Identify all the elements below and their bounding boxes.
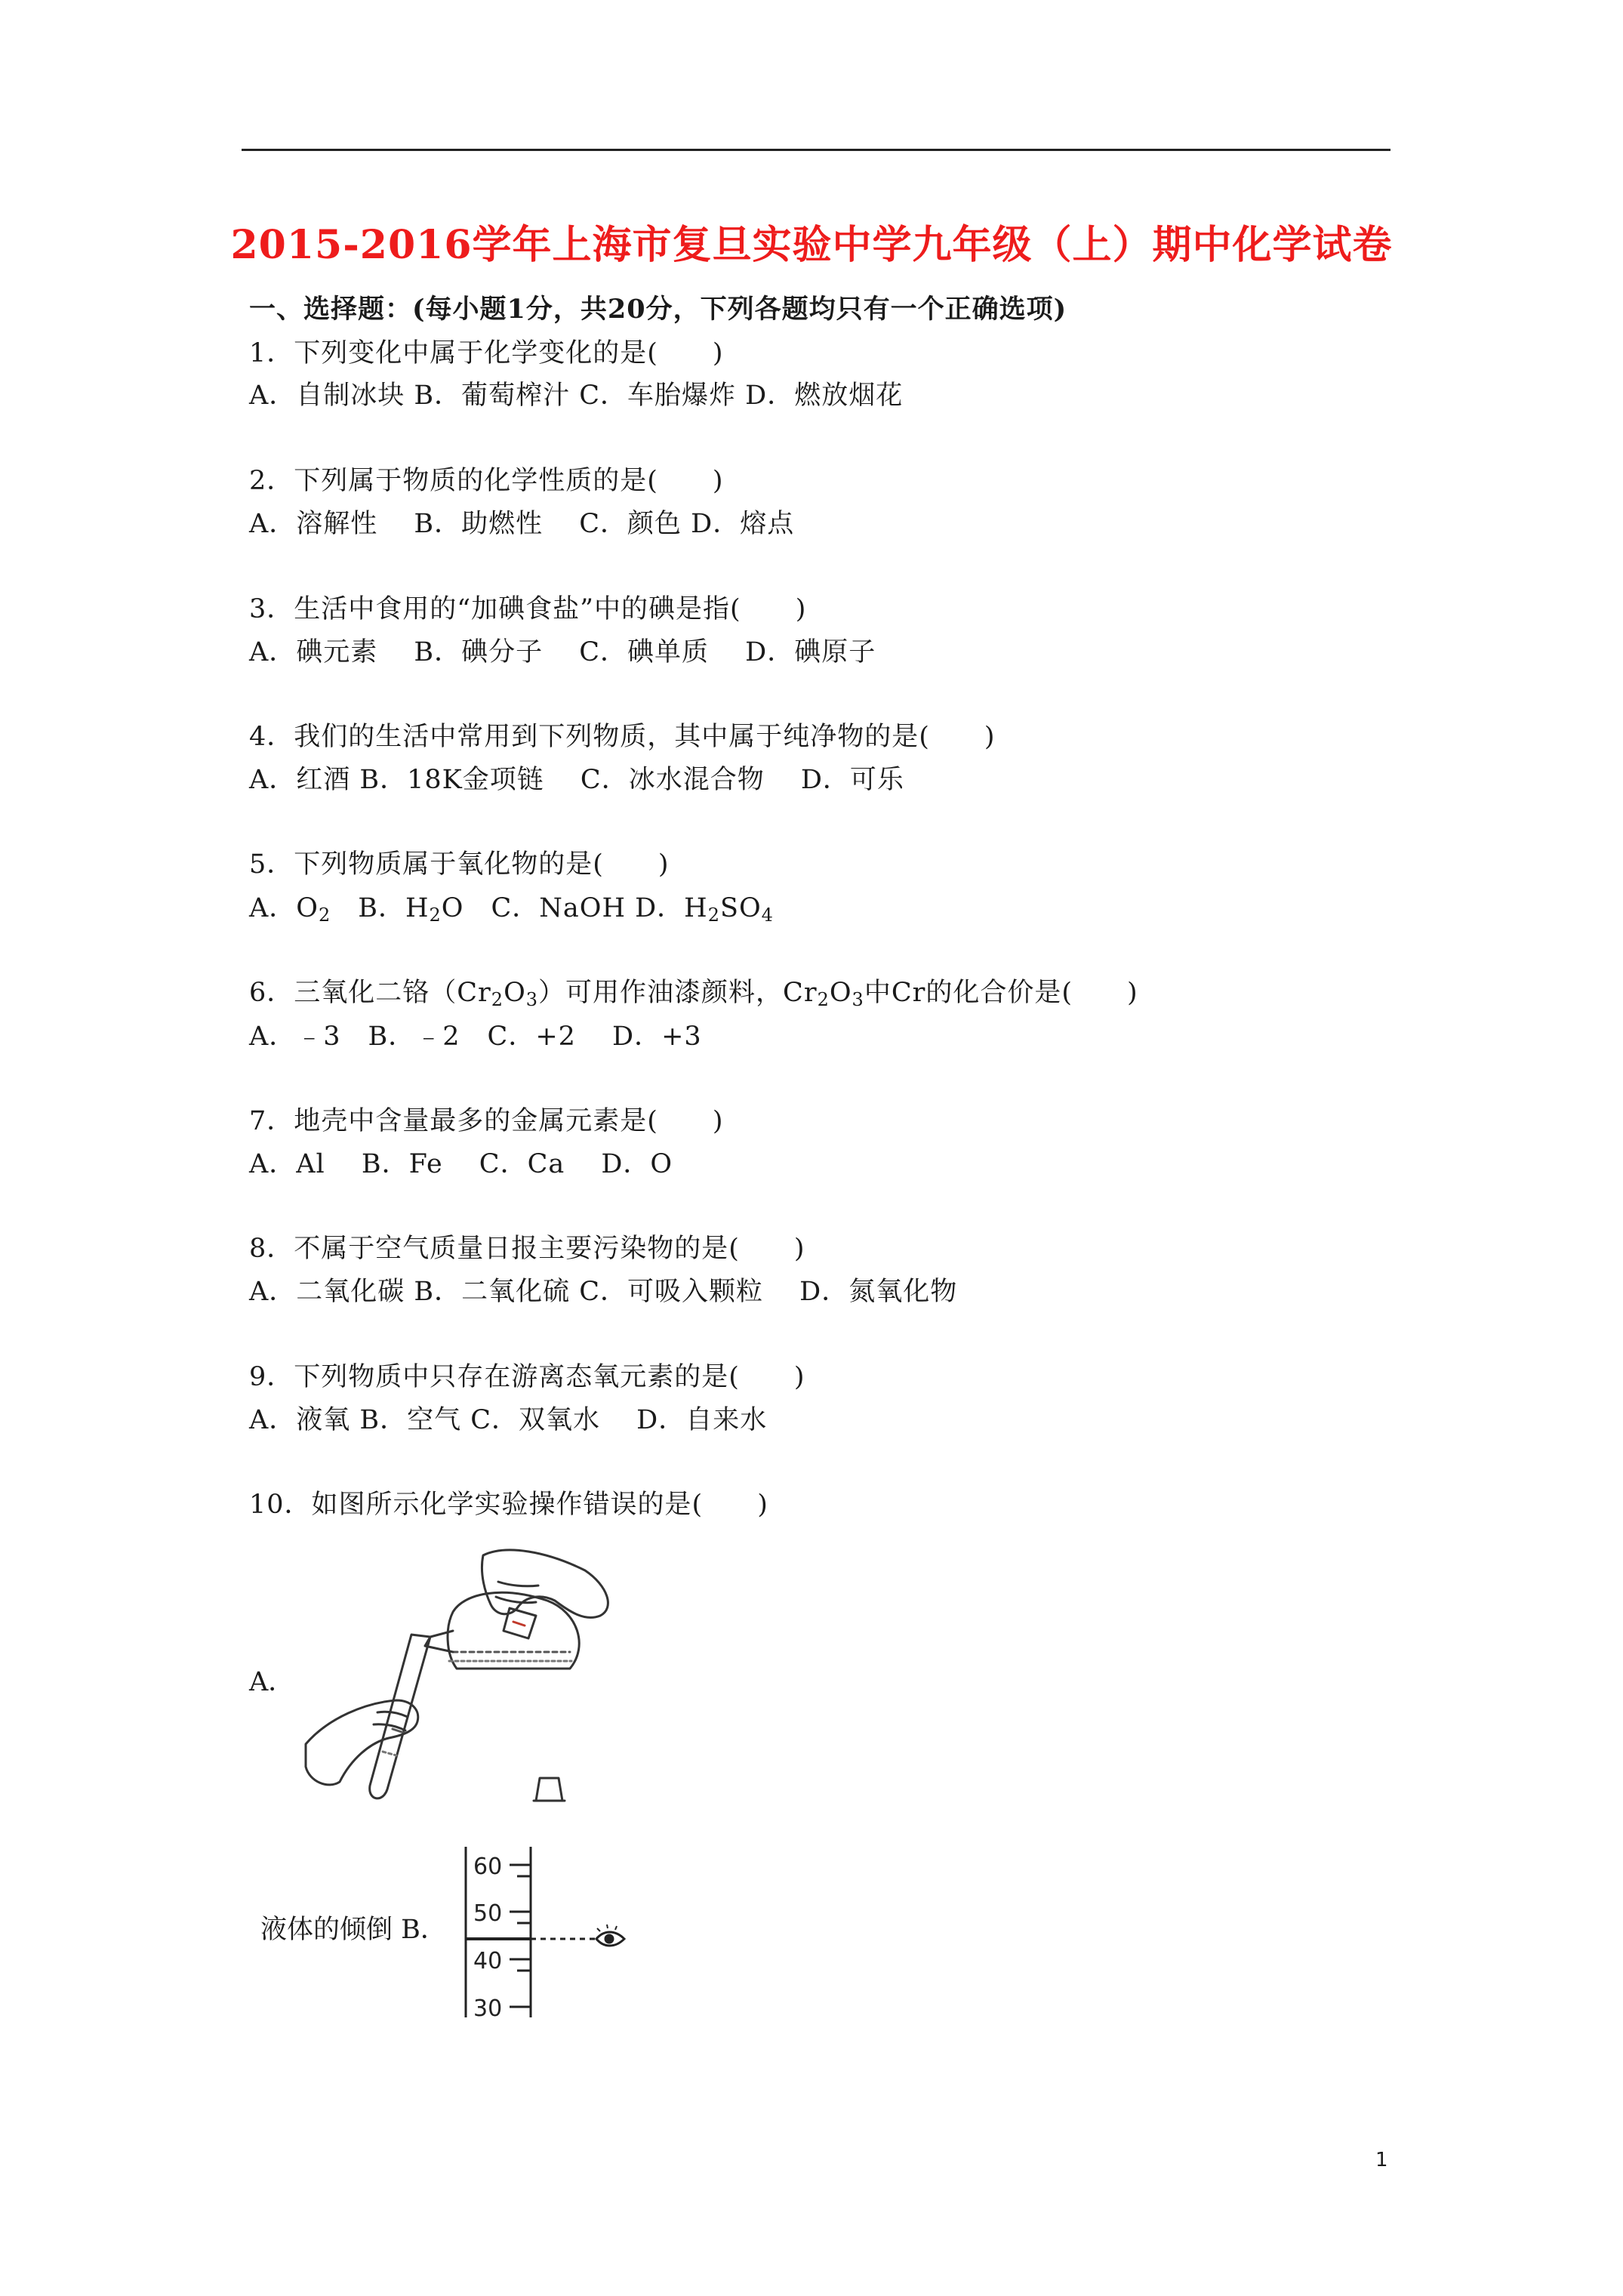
question-10: 10．如图所示化学实验操作错误的是( ) [249, 1490, 768, 1520]
section-heading: 一、选择题：(每小题1分，共20分，下列各题均只有一个正确选项) [249, 294, 1067, 325]
cylinder-tick-30: 30 [473, 1996, 503, 2022]
question-3-options: A．碘元素 B．碘分子 C．碘单质 D．碘原子 [249, 637, 876, 667]
figure-b-label: 液体的倾倒 B． [260, 1915, 447, 1945]
graduated-cylinder-figure [457, 1842, 638, 2023]
question-3: 3．生活中食用的“加碘食盐”中的碘是指( ) [249, 594, 807, 624]
question-1-options: A．自制冰块 B．葡萄榨汁 C．车胎爆炸 D．燃放烟花 [249, 381, 904, 411]
question-7: 7．地壳中含量最多的金属元素是( ) [249, 1106, 724, 1136]
question-6: 6．三氧化二铬$(Cr_2O_3)$可用作油漆颜料，$Cr_2O_3$中Cr的化合价是( ) [249, 978, 1138, 1010]
question-4: 4．我们的生活中常用到下列物质，其中属于纯净物的是( ) [249, 722, 996, 752]
cylinder-tick-40: 40 [473, 1948, 503, 1974]
question-8-options: A．二氧化碳 B．二氧化硫 C．可吸入颗粒 D．氮氧化物 [249, 1277, 958, 1307]
question-5: 5．下列物质属于氧化物的是( ) [249, 849, 670, 880]
question-9-options: A．液氧 B．空气 C．双氧水 D．自来水 [249, 1405, 768, 1435]
page-number: 1 [1375, 2149, 1388, 2171]
cylinder-tick-60: 60 [473, 1854, 503, 1880]
question-6-options: A．﹣3 B．﹣2 C．+2 D．+3 [249, 1022, 702, 1052]
figure-a-label: A． [249, 1667, 295, 1697]
pouring-liquid-figure [298, 1540, 630, 1812]
question-1: 1．下列变化中属于化学变化的是( ) [249, 338, 724, 368]
question-2-options: A．溶解性 B．助燃性 C．颜色 D．熔点 [249, 509, 795, 539]
question-4-options: A．红酒 B．18K金项链 C．冰水混合物 D．可乐 [249, 765, 904, 795]
header-rule [242, 149, 1390, 151]
question-8: 8．不属于空气质量日报主要污染物的是( ) [249, 1234, 805, 1264]
question-5-options: A．$O_2$ B．$H_2O$ C．NaOH D．$H_2SO_4$ [249, 893, 774, 926]
cylinder-tick-50: 50 [473, 1900, 503, 1927]
page-title: 2015-2016学年上海市复旦实验中学九年级（上）期中化学试卷 [230, 222, 1393, 268]
question-7-options: A．Al B．Fe C．Ca D．O [249, 1149, 673, 1179]
question-2: 2．下列属于物质的化学性质的是( ) [249, 466, 724, 496]
question-9: 9．下列物质中只存在游离态氧元素的是( ) [249, 1362, 805, 1392]
